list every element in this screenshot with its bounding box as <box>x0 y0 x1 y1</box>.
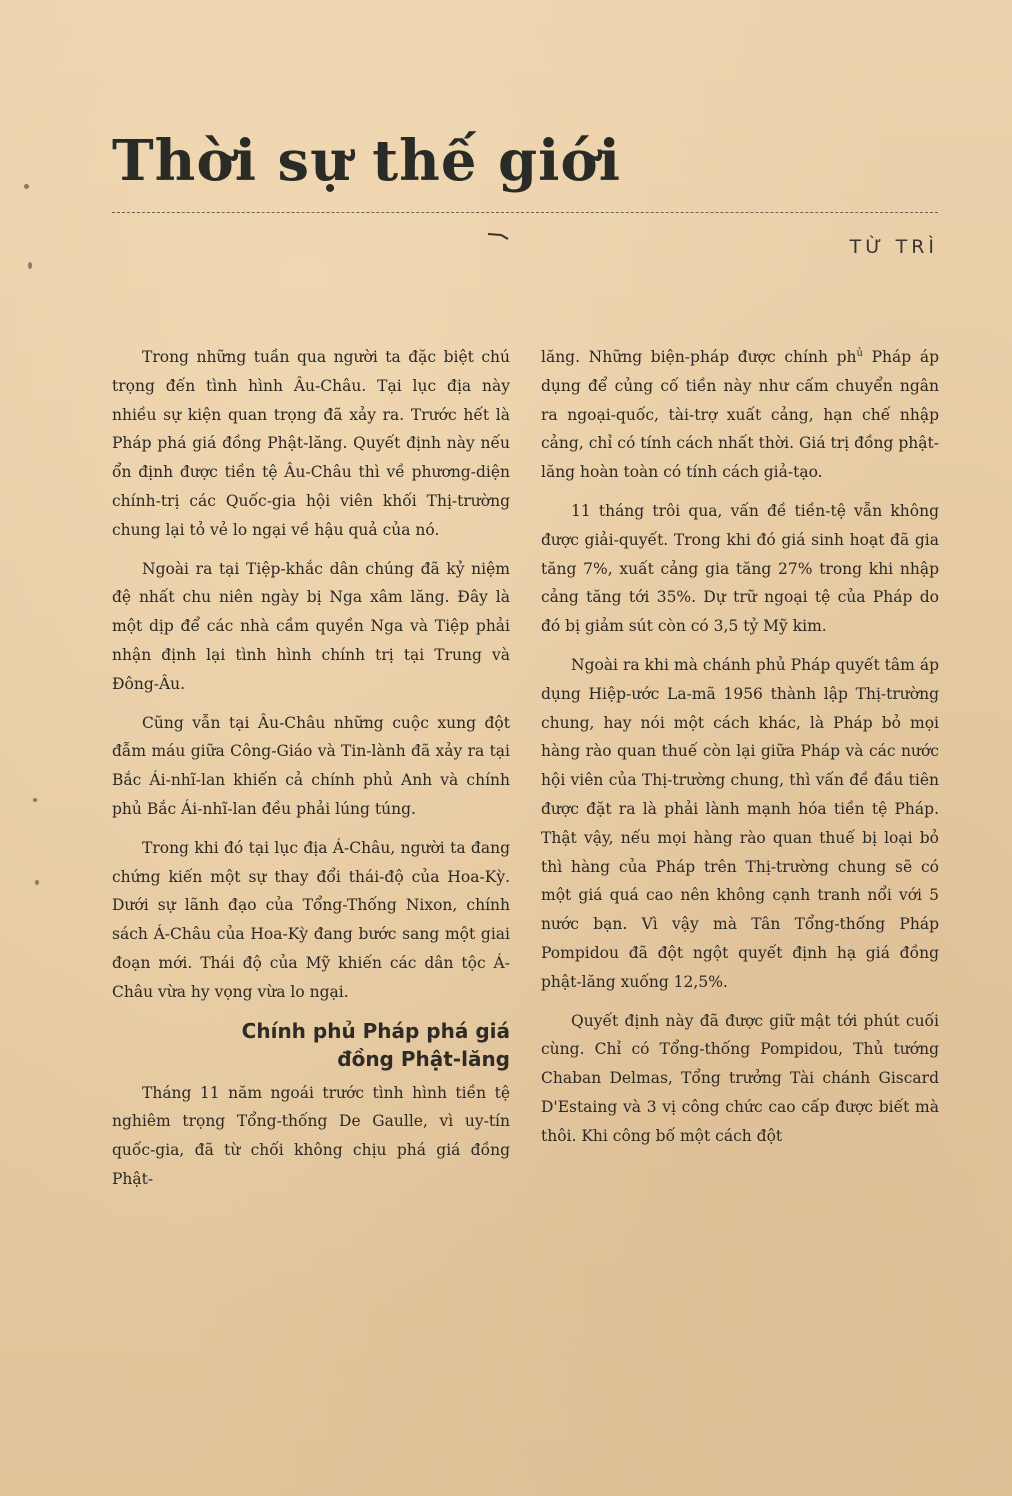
paper-speck <box>33 798 37 802</box>
paragraph: Trong những tuần qua người ta đặc biệt chú trọng đến tình hình Âu-Châu. Tại lục địa này nhiều sự kiện quan trọng đã xảy ra. Trước hết là Pháp phá giá đồng Phật-lăng. Quyết định này nếu ổn định được tiền tệ Âu-Châu thì về phương-diện chính-trị các Quốc-gia hội viên khối Thị-trường chung lại tỏ vẻ lo ngại về hậu quả của nó. <box>112 348 510 539</box>
title-divider <box>112 212 938 213</box>
paragraph: Quyết định này đã được giữ mật tới phút cuối cùng. Chỉ có Tổng-thống Pompidou, Thủ tướng Chaban Delmas, Tổng trưởng Tài chánh Giscard D'Estaing và 3 vị công chức cao cấp được biết mà thôi. Khi công bố một cách đột <box>541 1011 939 1145</box>
paper-speck <box>28 262 32 269</box>
paper-speck <box>35 880 39 885</box>
section-heading-line: Chính phủ Pháp phá giá <box>241 1018 510 1043</box>
left-column <box>112 343 510 1204</box>
superscript-text: ủ <box>856 347 863 359</box>
paragraph-text: Pháp áp dụng để củng cố tiền này như cấm chuyển ngân ra ngoại-quốc, tài-trợ xuất cảng, hạn chế nhập cảng, chỉ có tính cách nhất thời. Giá trị đồng phật-lăng hoàn toàn có tính cách giả-tạo. <box>541 348 940 482</box>
paragraph: 11 tháng trôi qua, vấn đề tiền-tệ vẫn không được giải-quyết. Trong khi đó giá sinh hoạt đã gia tăng 7%, xuất cảng gia tăng 27% trong khi nhập cảng tăng tới 35%. Dự trữ ngoại tệ của Pháp do đó bị giảm sút còn có 3,5 tỷ Mỹ kim. <box>541 501 939 636</box>
paragraph-text: lăng. Những biện-pháp được chính ph <box>541 348 857 366</box>
paragraph: Ngoài ra tại Tiệp-khắc dân chúng đã kỷ niệm đệ nhất chu niên ngày bị Nga xâm lăng. Đây là một dịp để các nhà cầm quyền Nga và Tiệp phải nhận định lại tình hình chính trị tại Trung và Đông-Âu. <box>112 559 510 693</box>
section-heading-line: đồng Phật-lăng <box>337 1046 510 1071</box>
paragraph: Cũng vẫn tại Âu-Châu những cuộc xung đột đẫm máu giữa Công-Giáo và Tin-lành đã xảy ra tại Bắc Ái-nhĩ-lan khiến cả chính phủ Anh và chính phủ Bắc Ái-nhĩ-lan đều phải lúng túng. <box>112 713 510 818</box>
paragraph: Tháng 11 năm ngoái trước tình hình tiền tệ nghiêm trọng Tổng-thống De Gaulle, vì uy-tín quốc-gia, đã từ chối không chịu phá giá đồng Phật- <box>112 1083 510 1188</box>
paper-speck <box>24 184 29 189</box>
section-heading <box>112 1017 510 1073</box>
paragraph: Trong khi đó tại lục địa Á-Châu, người ta đang chứng kiến một sự thay đổi thái-độ của Hoa-Kỳ. Dưới sự lãnh đạo của Tổng-Thống Nixon, chính sách Á-Châu của Hoa-Kỳ đang bước sang một giai đoạn mới. Thái độ của Mỹ khiến các dân tộc Á-Châu vừa hy vọng vừa lo ngại. <box>112 838 510 1001</box>
paragraph: Ngoài ra khi mà chánh phủ Pháp quyết tâm áp dụng Hiệp-ước La-mã 1956 thành lập Thị-trường chung, hay nói một cách khác, là Pháp bỏ mọi hàng rào quan thuế còn lại giữa Pháp và các nước hội viên của Thị-trường chung, thì vấn đề đầu tiên được đặt ra là phải lành mạnh hóa tiền tệ Pháp. Thật vậy, nếu mọi hàng rào quan thuế bị loại bỏ thì hàng của Pháp trên Thị-trường chung sẽ có một giá quá cao nên không cạnh tranh nổi với 5 nước bạn. Vì vậy mà Tân Tổng-thống Pháp Pompidou đã đột ngột quyết định hạ giá đồng phật-lăng xuống 12,5%. <box>541 655 939 991</box>
right-column <box>541 343 939 1161</box>
ornament-mark-icon <box>487 232 509 240</box>
article-author: TỪ TRÌ <box>849 236 938 258</box>
article-title: Thời sự thế giới <box>112 128 622 194</box>
paragraph <box>541 343 939 487</box>
